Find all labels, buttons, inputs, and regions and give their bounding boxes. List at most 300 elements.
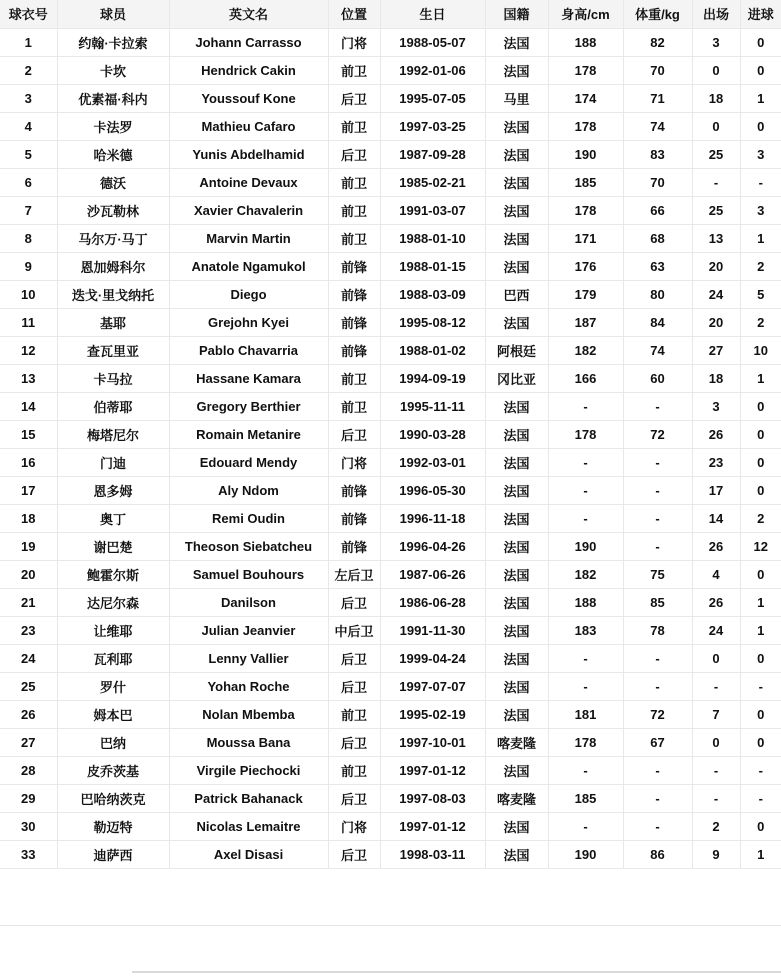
cell-weight: 70 — [623, 56, 692, 84]
cell-position: 前卫 — [328, 112, 380, 140]
cell-name_cn: 谢巴楚 — [57, 532, 169, 560]
column-header-position: 位置 — [328, 0, 380, 28]
cell-nationality: 法国 — [485, 672, 548, 700]
cell-birthday: 1991-03-07 — [380, 196, 485, 224]
cell-weight: 71 — [623, 84, 692, 112]
cell-name_en: Aly Ndom — [169, 476, 328, 504]
cell-number: 28 — [0, 756, 57, 784]
cell-nationality: 法国 — [485, 420, 548, 448]
cell-nationality: 法国 — [485, 112, 548, 140]
cell-name_cn: 伯蒂耶 — [57, 392, 169, 420]
cell-weight: - — [623, 784, 692, 812]
cell-name_cn: 德沃 — [57, 168, 169, 196]
cell-position: 前锋 — [328, 336, 380, 364]
cell-position: 前卫 — [328, 56, 380, 84]
cell-name_cn: 罗什 — [57, 672, 169, 700]
cell-weight: 70 — [623, 168, 692, 196]
cell-name_cn: 恩多姆 — [57, 476, 169, 504]
cell-position: 后卫 — [328, 140, 380, 168]
cell-name_cn: 约翰·卡拉索 — [57, 28, 169, 56]
cell-appearances: 0 — [692, 112, 740, 140]
cell-nationality: 法国 — [485, 224, 548, 252]
cell-height: 182 — [548, 560, 623, 588]
cell-appearances: 14 — [692, 504, 740, 532]
cell-weight: - — [623, 756, 692, 784]
cell-number: 9 — [0, 252, 57, 280]
column-header-birthday: 生日 — [380, 0, 485, 28]
cell-name_en: Mathieu Cafaro — [169, 112, 328, 140]
table-row — [0, 504, 781, 532]
cell-goals: - — [740, 672, 781, 700]
cell-name_en: Johann Carrasso — [169, 28, 328, 56]
cell-weight: - — [623, 532, 692, 560]
cell-weight: 74 — [623, 336, 692, 364]
cell-number: 13 — [0, 364, 57, 392]
cell-nationality: 法国 — [485, 532, 548, 560]
cell-weight: 85 — [623, 588, 692, 616]
cell-name_cn: 沙瓦勒林 — [57, 196, 169, 224]
cell-birthday: 1997-01-12 — [380, 756, 485, 784]
cell-name_cn: 奥丁 — [57, 504, 169, 532]
cell-birthday: 1994-09-19 — [380, 364, 485, 392]
cell-birthday: 1992-01-06 — [380, 56, 485, 84]
cell-name_en: Danilson — [169, 588, 328, 616]
cell-goals: 0 — [740, 112, 781, 140]
cell-weight: 63 — [623, 252, 692, 280]
cell-birthday: 1988-01-10 — [380, 224, 485, 252]
cell-goals: - — [740, 784, 781, 812]
cell-appearances: 26 — [692, 420, 740, 448]
cell-nationality: 法国 — [485, 560, 548, 588]
cell-name_cn: 哈米德 — [57, 140, 169, 168]
cell-name_cn: 姆本巴 — [57, 700, 169, 728]
cell-birthday: 1988-01-15 — [380, 252, 485, 280]
cell-position: 前锋 — [328, 308, 380, 336]
cell-number: 16 — [0, 448, 57, 476]
cell-position: 前锋 — [328, 252, 380, 280]
cell-birthday: 1995-08-12 — [380, 308, 485, 336]
cell-number: 6 — [0, 168, 57, 196]
cell-nationality: 巴西 — [485, 280, 548, 308]
cell-name_cn: 马尔万·马丁 — [57, 224, 169, 252]
cell-height: - — [548, 644, 623, 672]
cell-nationality: 法国 — [485, 616, 548, 644]
cell-number: 18 — [0, 504, 57, 532]
cell-weight: - — [623, 812, 692, 840]
cell-name_cn: 迭戈·里戈纳托 — [57, 280, 169, 308]
cell-position: 后卫 — [328, 840, 380, 868]
cell-birthday: 1987-09-28 — [380, 140, 485, 168]
cell-position: 前卫 — [328, 700, 380, 728]
table-row — [0, 308, 781, 336]
cell-number: 7 — [0, 196, 57, 224]
cell-nationality: 法国 — [485, 140, 548, 168]
cell-appearances: 26 — [692, 588, 740, 616]
cell-birthday: 1995-02-19 — [380, 700, 485, 728]
cell-position: 左后卫 — [328, 560, 380, 588]
cell-height: 185 — [548, 168, 623, 196]
cell-name_cn: 门迪 — [57, 448, 169, 476]
cell-name_cn: 优素福·科内 — [57, 84, 169, 112]
cell-nationality: 法国 — [485, 588, 548, 616]
cell-weight: 78 — [623, 616, 692, 644]
cell-appearances: 7 — [692, 700, 740, 728]
cell-birthday: 1996-11-18 — [380, 504, 485, 532]
section-divider — [0, 925, 781, 926]
table-row — [0, 616, 781, 644]
table-row — [0, 168, 781, 196]
cell-number: 27 — [0, 728, 57, 756]
table-row — [0, 672, 781, 700]
cell-name_en: Gregory Berthier — [169, 392, 328, 420]
cell-weight: 86 — [623, 840, 692, 868]
cell-goals: 0 — [740, 560, 781, 588]
cell-position: 前卫 — [328, 392, 380, 420]
column-header-height: 身高/cm — [548, 0, 623, 28]
cell-name_cn: 卡马拉 — [57, 364, 169, 392]
cell-name_en: Hendrick Cakin — [169, 56, 328, 84]
cell-number: 25 — [0, 672, 57, 700]
cell-nationality: 法国 — [485, 840, 548, 868]
cell-goals: 5 — [740, 280, 781, 308]
cell-nationality: 法国 — [485, 476, 548, 504]
cell-height: 188 — [548, 28, 623, 56]
cell-nationality: 法国 — [485, 700, 548, 728]
cell-height: - — [548, 672, 623, 700]
cell-weight: 75 — [623, 560, 692, 588]
cell-number: 29 — [0, 784, 57, 812]
cell-name_cn: 巴哈纳茨克 — [57, 784, 169, 812]
cell-weight: - — [623, 476, 692, 504]
cell-number: 5 — [0, 140, 57, 168]
cell-birthday: 1999-04-24 — [380, 644, 485, 672]
cell-birthday: 1997-10-01 — [380, 728, 485, 756]
cell-appearances: 3 — [692, 28, 740, 56]
table-row — [0, 700, 781, 728]
cell-nationality: 马里 — [485, 84, 548, 112]
cell-height: 179 — [548, 280, 623, 308]
cell-goals: 1 — [740, 84, 781, 112]
cell-number: 15 — [0, 420, 57, 448]
cell-position: 前锋 — [328, 504, 380, 532]
cell-appearances: 25 — [692, 140, 740, 168]
cell-name_cn: 恩加姆科尔 — [57, 252, 169, 280]
cell-goals: 1 — [740, 588, 781, 616]
cell-nationality: 法国 — [485, 308, 548, 336]
column-header-name_en: 英文名 — [169, 0, 328, 28]
cell-height: - — [548, 476, 623, 504]
cell-goals: 10 — [740, 336, 781, 364]
cell-goals: 12 — [740, 532, 781, 560]
cell-name_en: Patrick Bahanack — [169, 784, 328, 812]
cell-name_en: Diego — [169, 280, 328, 308]
cell-appearances: 24 — [692, 616, 740, 644]
cell-appearances: 0 — [692, 56, 740, 84]
cell-goals: 0 — [740, 392, 781, 420]
cell-appearances: 23 — [692, 448, 740, 476]
table-row — [0, 532, 781, 560]
cell-position: 前锋 — [328, 532, 380, 560]
cell-nationality: 法国 — [485, 252, 548, 280]
column-header-goals: 进球 — [740, 0, 781, 28]
table-row — [0, 252, 781, 280]
cell-appearances: - — [692, 672, 740, 700]
cell-goals: 1 — [740, 224, 781, 252]
cell-height: 166 — [548, 364, 623, 392]
table-header — [0, 0, 781, 28]
cell-weight: 80 — [623, 280, 692, 308]
cell-nationality: 法国 — [485, 392, 548, 420]
cell-birthday: 1997-07-07 — [380, 672, 485, 700]
table-row — [0, 728, 781, 756]
cell-name_en: Remi Oudin — [169, 504, 328, 532]
cell-appearances: 27 — [692, 336, 740, 364]
cell-name_cn: 鲍霍尔斯 — [57, 560, 169, 588]
cell-appearances: - — [692, 756, 740, 784]
footer-divider — [132, 971, 781, 973]
cell-name_en: Xavier Chavalerin — [169, 196, 328, 224]
cell-appearances: 18 — [692, 84, 740, 112]
cell-number: 12 — [0, 336, 57, 364]
cell-goals: 1 — [740, 840, 781, 868]
cell-name_en: Grejohn Kyei — [169, 308, 328, 336]
cell-number: 17 — [0, 476, 57, 504]
cell-number: 2 — [0, 56, 57, 84]
cell-goals: 0 — [740, 56, 781, 84]
cell-name_cn: 查瓦里亚 — [57, 336, 169, 364]
cell-name_cn: 让维耶 — [57, 616, 169, 644]
cell-appearances: 3 — [692, 392, 740, 420]
cell-position: 前卫 — [328, 756, 380, 784]
cell-weight: 83 — [623, 140, 692, 168]
cell-weight: - — [623, 644, 692, 672]
cell-height: 178 — [548, 56, 623, 84]
cell-goals: 3 — [740, 140, 781, 168]
cell-goals: 2 — [740, 308, 781, 336]
cell-appearances: 24 — [692, 280, 740, 308]
cell-nationality: 冈比亚 — [485, 364, 548, 392]
cell-appearances: 26 — [692, 532, 740, 560]
cell-birthday: 1996-04-26 — [380, 532, 485, 560]
cell-height: 187 — [548, 308, 623, 336]
table-row — [0, 196, 781, 224]
cell-weight: 72 — [623, 700, 692, 728]
cell-number: 8 — [0, 224, 57, 252]
cell-weight: 68 — [623, 224, 692, 252]
cell-nationality: 法国 — [485, 196, 548, 224]
cell-goals: 2 — [740, 504, 781, 532]
cell-position: 中后卫 — [328, 616, 380, 644]
cell-position: 门将 — [328, 812, 380, 840]
cell-goals: 0 — [740, 700, 781, 728]
cell-goals: 0 — [740, 28, 781, 56]
cell-name_cn: 梅塔尼尔 — [57, 420, 169, 448]
table-row — [0, 336, 781, 364]
cell-name_en: Nolan Mbemba — [169, 700, 328, 728]
cell-number: 3 — [0, 84, 57, 112]
cell-nationality: 法国 — [485, 448, 548, 476]
cell-height: 174 — [548, 84, 623, 112]
table-row — [0, 644, 781, 672]
cell-goals: 0 — [740, 448, 781, 476]
cell-weight: 82 — [623, 28, 692, 56]
cell-appearances: 4 — [692, 560, 740, 588]
cell-height: - — [548, 812, 623, 840]
table-row — [0, 224, 781, 252]
cell-appearances: 13 — [692, 224, 740, 252]
cell-name_en: Moussa Bana — [169, 728, 328, 756]
cell-number: 24 — [0, 644, 57, 672]
cell-height: 178 — [548, 728, 623, 756]
cell-appearances: 9 — [692, 840, 740, 868]
cell-position: 后卫 — [328, 672, 380, 700]
header-row — [0, 0, 781, 28]
cell-name_en: Nicolas Lemaitre — [169, 812, 328, 840]
table-row — [0, 392, 781, 420]
cell-appearances: 25 — [692, 196, 740, 224]
table-row — [0, 560, 781, 588]
table-row — [0, 756, 781, 784]
cell-goals: - — [740, 756, 781, 784]
cell-appearances: 17 — [692, 476, 740, 504]
cell-weight: - — [623, 672, 692, 700]
table-row — [0, 140, 781, 168]
cell-name_cn: 基耶 — [57, 308, 169, 336]
table-row — [0, 420, 781, 448]
cell-height: 185 — [548, 784, 623, 812]
cell-birthday: 1988-01-02 — [380, 336, 485, 364]
cell-name_cn: 卡坎 — [57, 56, 169, 84]
column-header-appearances: 出场 — [692, 0, 740, 28]
cell-height: 176 — [548, 252, 623, 280]
cell-goals: 0 — [740, 644, 781, 672]
cell-position: 门将 — [328, 448, 380, 476]
cell-name_en: Romain Metanire — [169, 420, 328, 448]
cell-position: 后卫 — [328, 84, 380, 112]
cell-birthday: 1997-08-03 — [380, 784, 485, 812]
cell-height: 182 — [548, 336, 623, 364]
cell-height: 181 — [548, 700, 623, 728]
cell-number: 19 — [0, 532, 57, 560]
cell-weight: 74 — [623, 112, 692, 140]
cell-goals: 1 — [740, 616, 781, 644]
cell-name_cn: 巴纳 — [57, 728, 169, 756]
table-row — [0, 476, 781, 504]
cell-name_en: Lenny Vallier — [169, 644, 328, 672]
cell-nationality: 法国 — [485, 644, 548, 672]
cell-number: 11 — [0, 308, 57, 336]
cell-weight: 60 — [623, 364, 692, 392]
cell-birthday: 1992-03-01 — [380, 448, 485, 476]
table-row — [0, 784, 781, 812]
cell-number: 14 — [0, 392, 57, 420]
cell-height: 183 — [548, 616, 623, 644]
cell-birthday: 1997-03-25 — [380, 112, 485, 140]
cell-name_en: Edouard Mendy — [169, 448, 328, 476]
cell-height: 171 — [548, 224, 623, 252]
cell-appearances: 0 — [692, 728, 740, 756]
cell-name_en: Pablo Chavarria — [169, 336, 328, 364]
cell-appearances: 20 — [692, 252, 740, 280]
table-row — [0, 812, 781, 840]
cell-height: - — [548, 392, 623, 420]
cell-weight: 67 — [623, 728, 692, 756]
cell-birthday: 1996-05-30 — [380, 476, 485, 504]
cell-height: 190 — [548, 140, 623, 168]
cell-goals: 0 — [740, 812, 781, 840]
cell-number: 23 — [0, 616, 57, 644]
cell-goals: 0 — [740, 476, 781, 504]
table-row — [0, 448, 781, 476]
cell-goals: 2 — [740, 252, 781, 280]
cell-weight: 72 — [623, 420, 692, 448]
cell-position: 前卫 — [328, 196, 380, 224]
cell-weight: - — [623, 504, 692, 532]
cell-position: 后卫 — [328, 644, 380, 672]
cell-nationality: 阿根廷 — [485, 336, 548, 364]
cell-goals: - — [740, 168, 781, 196]
cell-birthday: 1991-11-30 — [380, 616, 485, 644]
cell-appearances: - — [692, 784, 740, 812]
cell-weight: 84 — [623, 308, 692, 336]
cell-number: 26 — [0, 700, 57, 728]
cell-appearances: - — [692, 168, 740, 196]
table-body — [0, 28, 781, 868]
cell-name_en: Hassane Kamara — [169, 364, 328, 392]
cell-appearances: 0 — [692, 644, 740, 672]
cell-birthday: 1987-06-26 — [380, 560, 485, 588]
cell-name_en: Marvin Martin — [169, 224, 328, 252]
cell-number: 10 — [0, 280, 57, 308]
cell-nationality: 法国 — [485, 56, 548, 84]
cell-birthday: 1990-03-28 — [380, 420, 485, 448]
cell-weight: - — [623, 392, 692, 420]
table-row — [0, 588, 781, 616]
cell-height: - — [548, 504, 623, 532]
cell-position: 前卫 — [328, 224, 380, 252]
cell-name_cn: 皮乔茨基 — [57, 756, 169, 784]
cell-nationality: 法国 — [485, 756, 548, 784]
column-header-name_cn: 球员 — [57, 0, 169, 28]
cell-position: 后卫 — [328, 420, 380, 448]
table-row — [0, 84, 781, 112]
cell-name_en: Julian Jeanvier — [169, 616, 328, 644]
cell-appearances: 18 — [692, 364, 740, 392]
table-row — [0, 280, 781, 308]
cell-position: 后卫 — [328, 588, 380, 616]
cell-birthday: 1997-01-12 — [380, 812, 485, 840]
table-row — [0, 364, 781, 392]
cell-birthday: 1995-11-11 — [380, 392, 485, 420]
cell-height: 190 — [548, 532, 623, 560]
cell-number: 4 — [0, 112, 57, 140]
cell-name_en: Yohan Roche — [169, 672, 328, 700]
table-row — [0, 840, 781, 868]
cell-number: 21 — [0, 588, 57, 616]
cell-name_cn: 达尼尔森 — [57, 588, 169, 616]
cell-nationality: 法国 — [485, 28, 548, 56]
cell-position: 后卫 — [328, 784, 380, 812]
column-header-nationality: 国籍 — [485, 0, 548, 28]
cell-name_en: Anatole Ngamukol — [169, 252, 328, 280]
cell-number: 20 — [0, 560, 57, 588]
cell-goals: 0 — [740, 420, 781, 448]
cell-name_cn: 勒迈特 — [57, 812, 169, 840]
cell-height: 178 — [548, 196, 623, 224]
cell-position: 前卫 — [328, 364, 380, 392]
cell-goals: 0 — [740, 728, 781, 756]
cell-name_cn: 迪萨西 — [57, 840, 169, 868]
